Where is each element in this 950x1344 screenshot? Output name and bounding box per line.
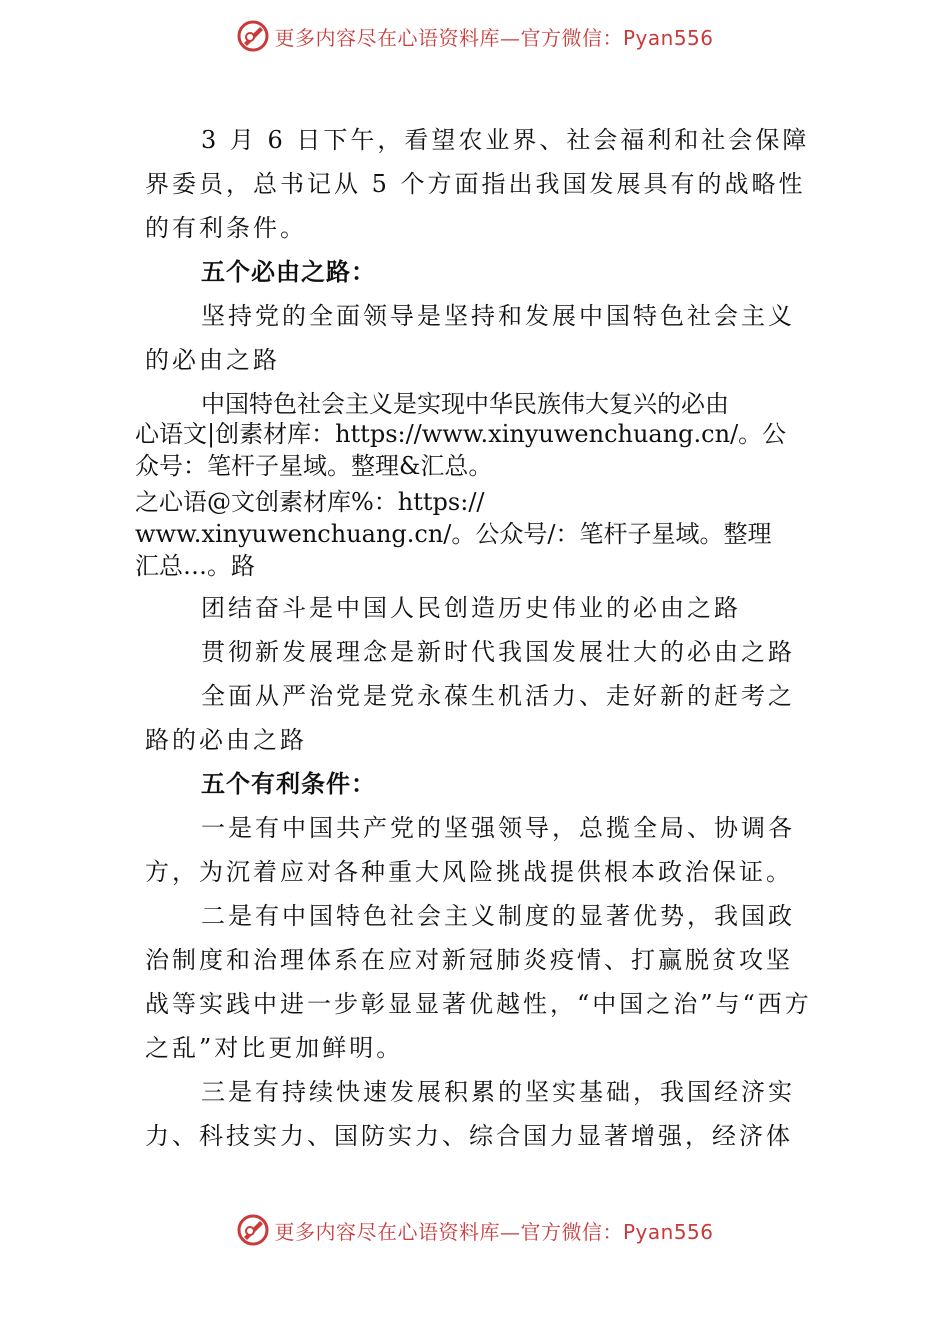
watermark-line-1: 心语文|创素材库：https://www.xinyuwenchuang.cn/。公	[135, 420, 787, 448]
watermark-line-3: 之心语@文创素材库%：https://	[135, 488, 485, 516]
footer-banner	[0, 1210, 950, 1250]
path-item-3: 团结奋斗是中国人民创造历史伟业的必由之路	[201, 594, 741, 622]
path-item-5: 全面从严治党是党永葆生机活力、走好新的赶考之路的必由之路	[145, 682, 795, 754]
header-banner-text: 更多内容尽在心语资料库—官方微信：	[274, 25, 623, 50]
header-banner	[0, 16, 950, 56]
footer-banner-text: 更多内容尽在心语资料库—官方微信：	[274, 1219, 623, 1244]
document-body	[135, 118, 815, 1158]
path-item-2-line1: 中国特色社会主义是实现中华民族伟大复兴的必由	[201, 390, 729, 418]
watermark-line-2: 众号：笔杆子星域。整理&汇总。	[135, 452, 493, 480]
heading-five-conditions: 五个有利条件：	[201, 770, 376, 798]
watermark-line-5: 汇总…。路	[135, 552, 255, 580]
heading-five-paths: 五个必由之路：	[201, 258, 376, 286]
footer-wechat-id: Pyan556	[622, 1219, 714, 1244]
brand-logo-icon	[236, 1213, 270, 1247]
path-item-4: 贯彻新发展理念是新时代我国发展壮大的必由之路	[201, 638, 795, 666]
condition-item-3: 三是有持续快速发展积累的坚实基础，我国经济实力、科技实力、国防实力、综合国力显著增强，经济体	[145, 1078, 795, 1150]
condition-item-2: 二是有中国特色社会主义制度的显著优势，我国政治制度和治理体系在应对新冠肺炎疫情、打赢脱贫攻坚战等实践中进一步彰显显著优越性，“中国之治”与“西方之乱”对比更加鲜明。	[145, 902, 812, 1062]
intro-paragraph: 3 月 6 日下午，看望农业界、社会福利和社会保障界委员，总书记从 5 个方面指出我国发展具有的战略性的有利条件。	[145, 126, 810, 242]
path-item-1: 坚持党的全面领导是坚持和发展中国特色社会主义的必由之路	[145, 302, 795, 374]
header-wechat-id: Pyan556	[622, 25, 714, 50]
watermark-line-4: www.xinyuwenchuang.cn/。公众号/：笔杆子星域。整理	[135, 520, 772, 548]
condition-item-1: 一是有中国共产党的坚强领导，总揽全局、协调各方，为沉着应对各种重大风险挑战提供根本政治保证。	[145, 814, 795, 886]
brand-logo-icon	[236, 19, 270, 53]
path-item-2-with-watermark	[135, 382, 825, 582]
